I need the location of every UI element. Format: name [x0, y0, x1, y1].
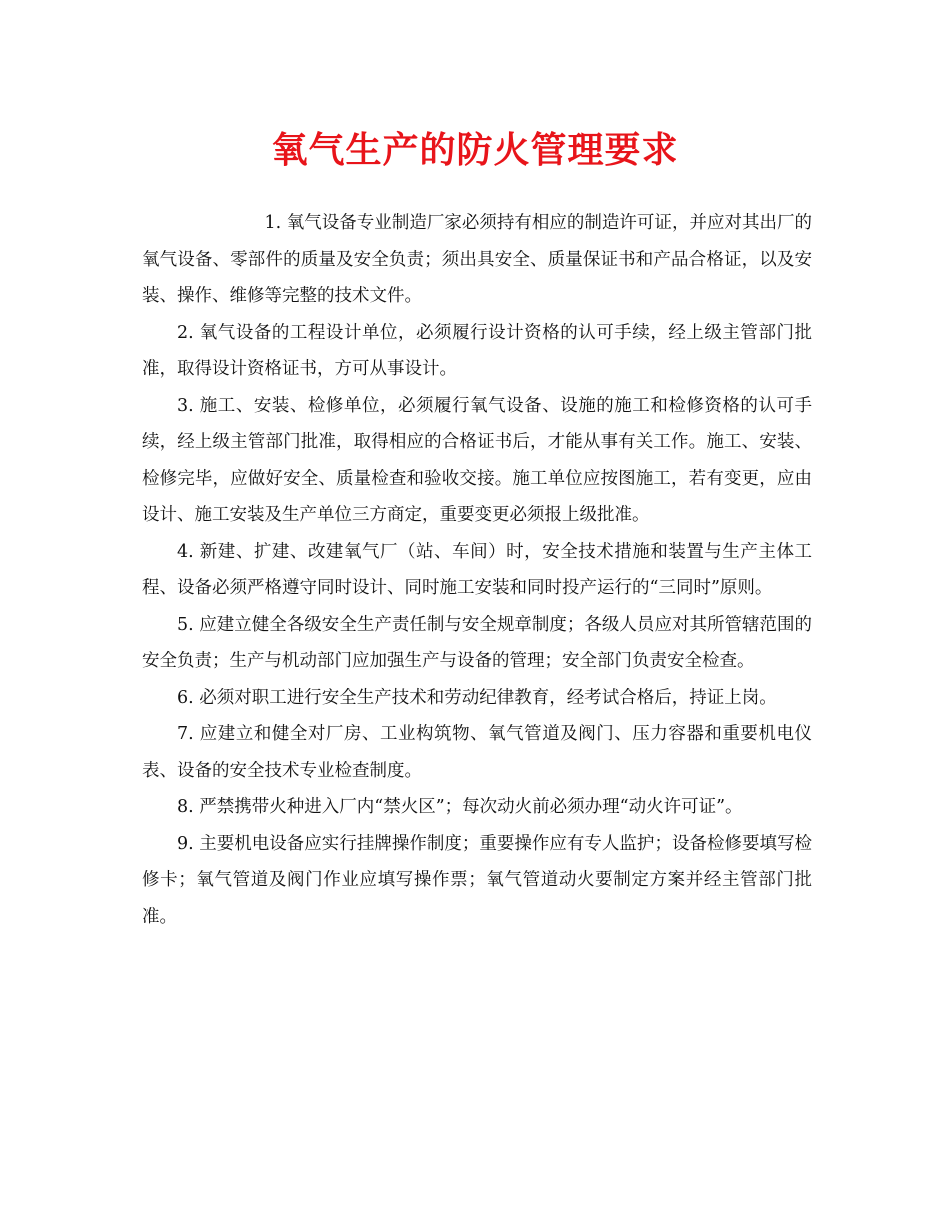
document-body	[142, 205, 812, 935]
paragraph-3: 3. 施工、安装、检修单位，必须履行氧气设备、设施的施工和检修资格的认可手续，经上级主管部门批准，取得相应的合格证书后，才能从事有关工作。施工、安装、检修完毕，应做好安全、质量检查和验收交接。施工单位应按图施工，若有变更，应由设计、施工安装及生产单位三方商定，重要变更必须报上级批准。	[142, 395, 812, 525]
paragraph-2: 2. 氧气设备的工程设计单位，必须履行设计资格的认可手续，经上级主管部门批准，取得设计资格证书，方可从事设计。	[142, 322, 812, 379]
paragraph-6: 6. 必须对职工进行安全生产技术和劳动纪律教育，经考试合格后，持证上岗。	[177, 687, 777, 708]
paragraph-5: 5. 应建立健全各级安全生产责任制与安全规章制度；各级人员应对其所管辖范围的安全负责；生产与机动部门应加强生产与设备的管理；安全部门负责安全检查。	[142, 614, 812, 671]
paragraph-4: 4. 新建、扩建、改建氧气厂（站、车间）时，安全技术措施和装置与生产主体工程、设备必须严格遵守同时设计、同时施工安装和同时投产运行的“三同时”原则。	[142, 541, 812, 598]
paragraph-9: 9. 主要机电设备应实行挂牌操作制度；重要操作应有专人监护；设备检修要填写检修卡；氧气管道及阀门作业应填写操作票；氧气管道动火要制定方案并经主管部门批准。	[142, 833, 812, 927]
paragraph-8: 8. 严禁携带火种进入厂内“禁火区”；每次动火前必须办理“动火许可证”。	[177, 797, 743, 817]
paragraph-7: 7. 应建立和健全对厂房、工业构筑物、氧气管道及阀门、压力容器和重要机电仪表、设备的安全技术专业检查制度。	[142, 724, 812, 781]
document-title: 氧气生产的防火管理要求	[271, 129, 679, 171]
paragraph-1: 1. 氧气设备专业制造厂家必须持有相应的制造许可证，并应对其出厂的氧气设备、零部件的质量及安全负责；须出具安全、质量保证书和产品合格证，以及安装、操作、维修等完整的技术文件。	[142, 213, 812, 306]
